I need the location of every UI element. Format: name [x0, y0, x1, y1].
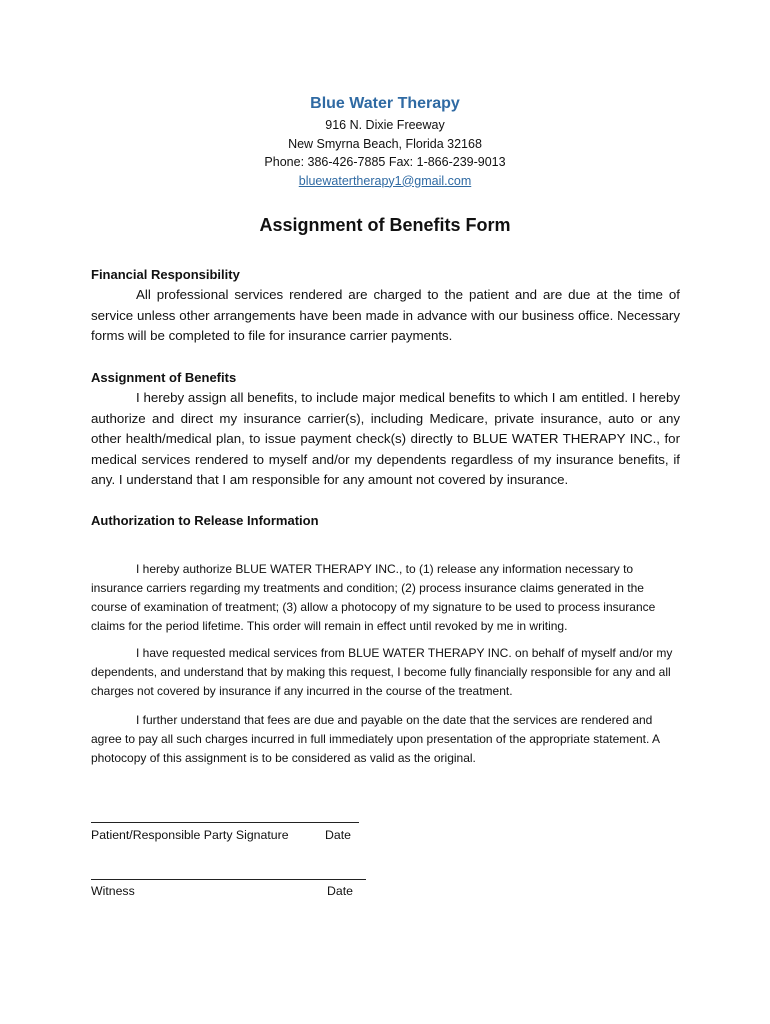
authorization-heading: Authorization to Release Information — [91, 513, 319, 528]
patient-signature-line[interactable] — [91, 822, 359, 823]
company-name: Blue Water Therapy — [310, 95, 460, 112]
authorization-paragraph-2: I have requested medical services from BLUE WATER THERAPY INC. on behalf of myself and/or my dependents, and understand that by making this request, I become fully financially responsible for any and all charges not covered by insurance if any incurred in the course of the treatment. — [91, 646, 673, 698]
assignment-text: I hereby assign all benefits, to include major medical benefits to which I am entitled. I hereby authorize and direct my insurance carrier(s), including Medicare, private insurance, auto or any other health/medical plan, to issue payment check(s) directly to BLUE WATER THERAPY INC., for medical services rendered to myself and/or my dependents regardless of my insurance benefits, if any. I understand that I am responsible for any amount not covered by insurance. — [91, 390, 680, 487]
patient-signature-label: Patient/Responsible Party Signature — [91, 828, 289, 842]
patient-date-label: Date — [325, 828, 351, 842]
email-link[interactable]: bluewatertherapy1@gmail.com — [298, 173, 472, 188]
address-line-1: 916 N. Dixie Freeway — [325, 118, 445, 132]
financial-heading: Financial Responsibility — [91, 267, 240, 282]
assignment-heading: Assignment of Benefits — [91, 370, 237, 385]
contact-line: Phone: 386-426-7885 Fax: 1-866-239-9013 — [264, 155, 506, 169]
witness-date-label: Date — [327, 884, 353, 898]
authorization-paragraph-1: I hereby authorize BLUE WATER THERAPY INC., to (1) release any information necessary to insurance carriers regarding my treatments and condition; (2) process insurance claims generated in the course of examination of treatment; (3) allow a photocopy of my signature to be used to process insurance claims for the period lifetime. This order will remain in effect until revoked by me in writing. — [91, 562, 656, 633]
authorization-paragraph-3: I further understand that fees are due and payable on the date that the services are rendered and agree to pay all such charges incurred in full immediately upon presentation of the appropriate statement. A photocopy of this assignment is to be considered as valid as the original. — [91, 713, 660, 765]
form-title: Assignment of Benefits Form — [259, 215, 511, 235]
witness-label: Witness — [91, 884, 135, 898]
financial-text: All professional services rendered are charged to the patient and are due at the time of service unless other arrangements have been made in advance with our business office. Necessary forms will be completed to file for insurance carrier payments. — [91, 287, 680, 343]
letterhead — [0, 92, 770, 191]
witness-signature-line[interactable] — [91, 879, 366, 880]
address-line-2: New Smyrna Beach, Florida 32168 — [288, 136, 482, 151]
